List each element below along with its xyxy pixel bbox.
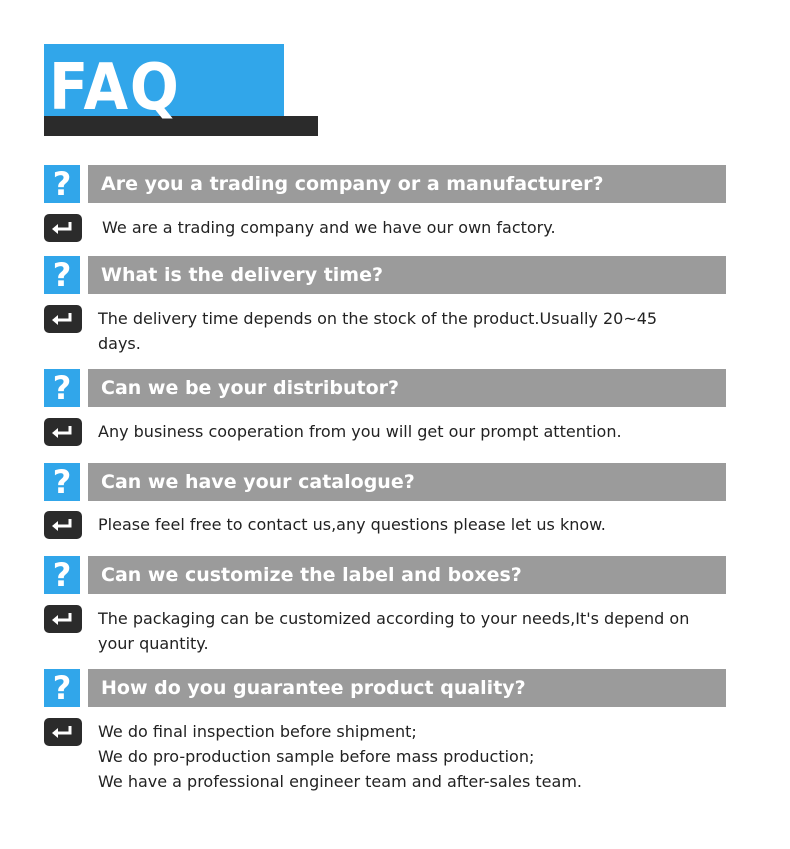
answer-text	[98, 419, 718, 444]
answer-text	[98, 719, 718, 794]
question-bar	[88, 463, 726, 501]
answer-line: We do pro-production sample before mass production;	[98, 747, 535, 766]
faq-question-2	[44, 256, 726, 294]
question-bar	[88, 165, 726, 203]
answer-line: The delivery time depends on the stock of the product.Usually 20~45 days.	[98, 309, 658, 353]
faq-question-5	[44, 556, 726, 594]
faq-question-3	[44, 369, 726, 407]
return-arrow-icon	[44, 214, 82, 242]
return-arrow-icon	[44, 718, 82, 746]
answer-line: We do final inspection before shipment;	[98, 722, 417, 741]
answer-line: We have a professional engineer team and after-sales team.	[98, 772, 582, 791]
faq-question-1	[44, 165, 726, 203]
faq-question-6	[44, 669, 726, 707]
faq-header	[44, 44, 318, 136]
faq-answer-1	[44, 214, 726, 242]
faq-title: FAQ	[49, 51, 181, 125]
question-bar	[88, 669, 726, 707]
return-arrow-icon	[44, 605, 82, 633]
question-text: Can we have your catalogue?	[101, 471, 415, 493]
answer-text	[98, 512, 718, 537]
question-bar	[88, 369, 726, 407]
faq-answer-2	[44, 305, 726, 357]
answer-line: We are a trading company and we have our own factory.	[102, 218, 556, 237]
faq-answer-5	[44, 605, 726, 657]
question-text: Can we customize the label and boxes?	[101, 564, 522, 586]
question-text: What is the delivery time?	[101, 264, 384, 286]
faq-answer-4	[44, 511, 726, 539]
faq-answer-3	[44, 418, 726, 446]
question-bar	[88, 256, 726, 294]
answer-line: Any business cooperation from you will get our prompt attention.	[98, 422, 622, 441]
question-text: How do you guarantee product quality?	[101, 677, 526, 699]
faq-question-4	[44, 463, 726, 501]
question-mark-icon: ?	[44, 256, 80, 294]
answer-line: The packaging can be customized according to your needs,It's depend on your quantity.	[98, 609, 690, 653]
answer-text	[98, 606, 718, 656]
answer-text	[102, 215, 722, 240]
return-arrow-icon	[44, 511, 82, 539]
question-text: Are you a trading company or a manufacturer?	[101, 173, 604, 195]
answer-text	[98, 306, 688, 356]
faq-answer-6	[44, 718, 726, 796]
question-mark-icon: ?	[44, 165, 80, 203]
question-mark-icon: ?	[44, 556, 80, 594]
answer-line: Please feel free to contact us,any questions please let us know.	[98, 515, 606, 534]
question-mark-icon: ?	[44, 669, 80, 707]
return-arrow-icon	[44, 305, 82, 333]
return-arrow-icon	[44, 418, 82, 446]
question-mark-icon: ?	[44, 369, 80, 407]
question-bar	[88, 556, 726, 594]
question-text: Can we be your distributor?	[101, 377, 400, 399]
question-mark-icon: ?	[44, 463, 80, 501]
